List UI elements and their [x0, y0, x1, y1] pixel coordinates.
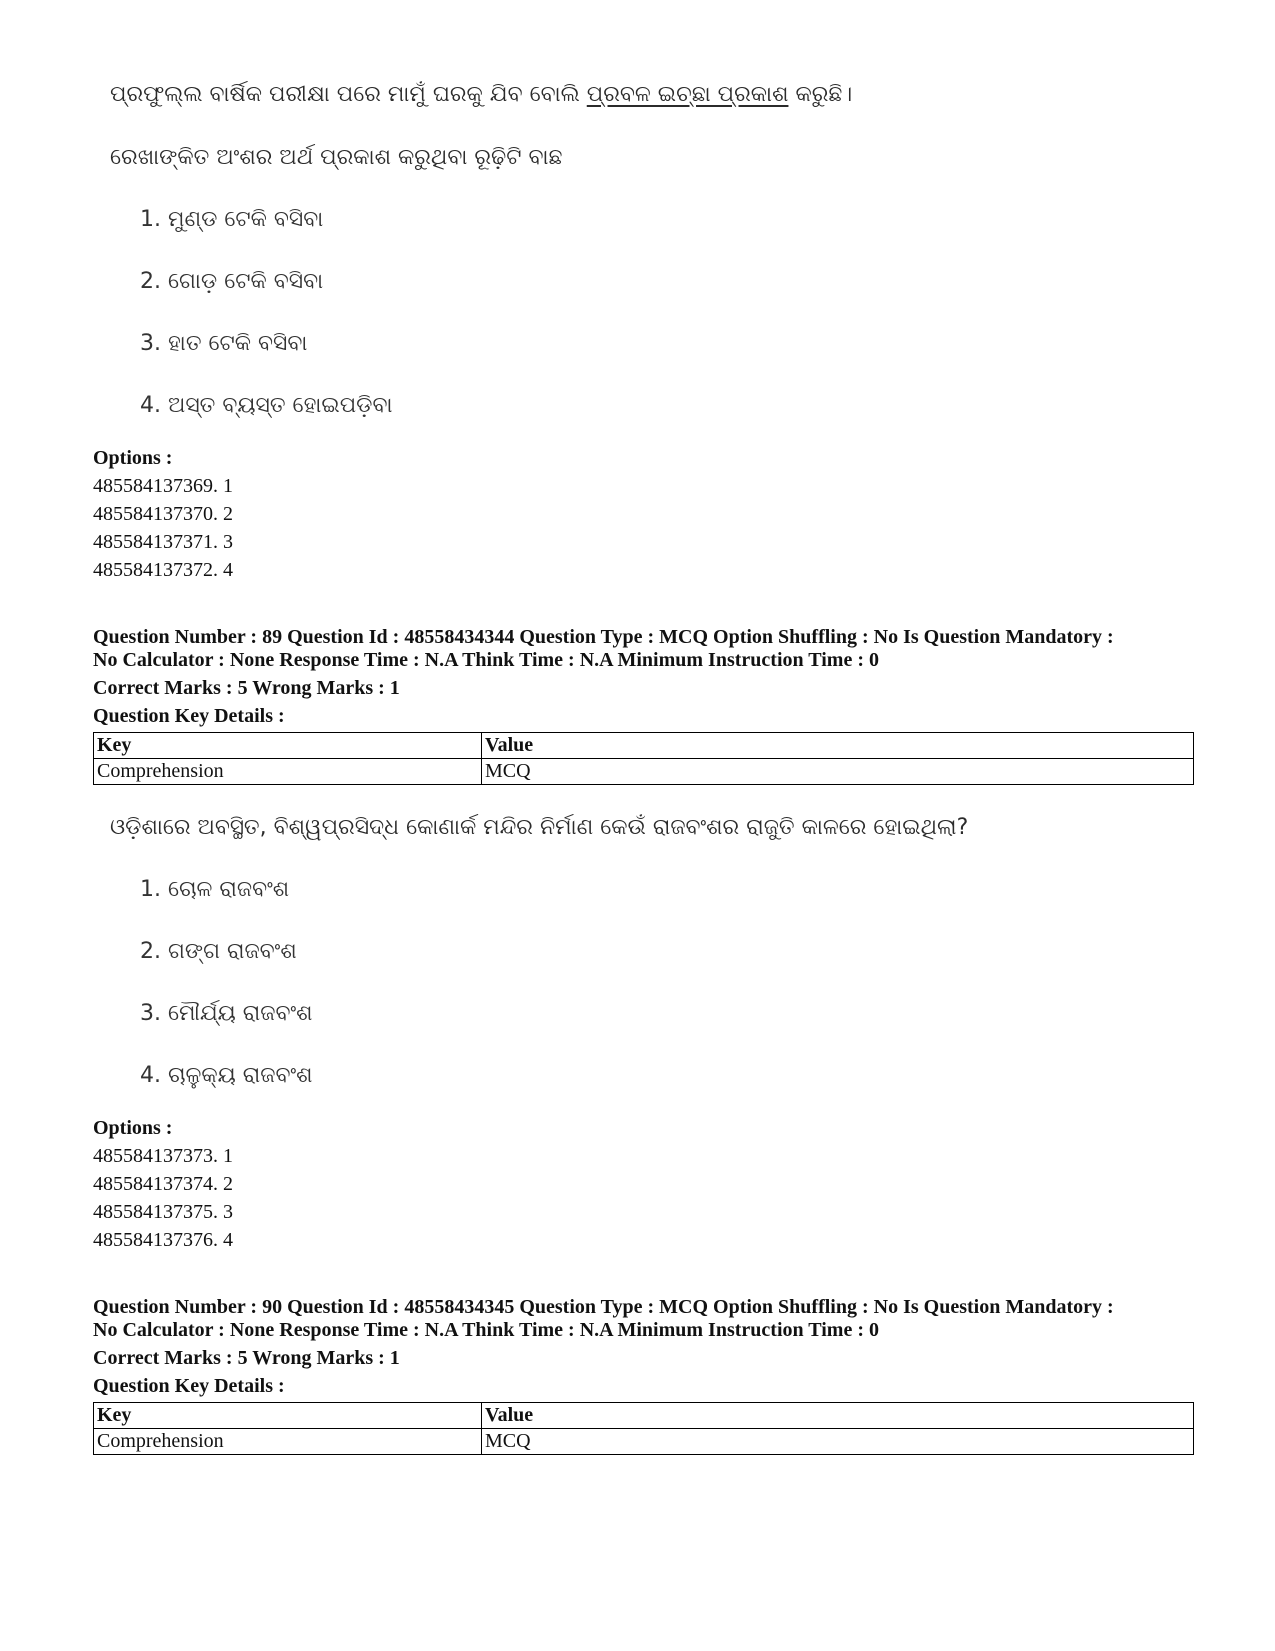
q90-table-header-key: Key — [94, 1403, 482, 1429]
q88-option-4: 485584137372. 4 — [93, 559, 233, 581]
q89-key-details-label: Question Key Details : — [93, 705, 285, 727]
q88-option-2: 485584137370. 2 — [93, 503, 233, 525]
table-row — [94, 733, 1194, 759]
q89-table-header-key: Key — [94, 733, 482, 759]
q89-option-2: 485584137374. 2 — [93, 1173, 233, 1195]
q89-meta-line1: Question Number : 89 Question Id : 48558434344 Question Type : MCQ Option Shuffling : No Is Question Mandatory : — [93, 626, 1114, 648]
q89-choice-3: 3. ମୌର୍ଯ୍ୟ ରାଜବଂଶ — [140, 1001, 313, 1026]
q90-key-details-label: Question Key Details : — [93, 1375, 285, 1397]
q88-passage — [110, 82, 852, 107]
q89-choice-1: 1. ଚୋଳ ରାଜବଂଶ — [140, 877, 290, 902]
q89-option-3: 485584137375. 3 — [93, 1201, 233, 1223]
q88-choice-3: 3. ହାତ ଟେକି ବସିବା — [140, 331, 308, 356]
table-row — [94, 1429, 1194, 1455]
q89-option-4: 485584137376. 4 — [93, 1229, 233, 1251]
q88-passage-post: କରୁଛି। — [788, 82, 853, 107]
q89-option-1: 485584137373. 1 — [93, 1145, 233, 1167]
q89-table-cell-value: MCQ — [482, 759, 1194, 785]
q90-marks: Correct Marks : 5 Wrong Marks : 1 — [93, 1347, 400, 1369]
q89-meta-line2: No Calculator : None Response Time : N.A Think Time : N.A Minimum Instruction Time : 0 — [93, 649, 879, 671]
q89-meta — [93, 626, 1213, 672]
q89-table-header-value: Value — [482, 733, 1194, 759]
table-row — [94, 1403, 1194, 1429]
q90-meta-line1: Question Number : 90 Question Id : 48558434345 Question Type : MCQ Option Shuffling : No Is Question Mandatory : — [93, 1296, 1114, 1318]
q89-choice-2: 2. ଗଙ୍ଗ ରାଜବଂଶ — [140, 939, 297, 964]
q88-option-1: 485584137369. 1 — [93, 475, 233, 497]
q90-table-cell-value: MCQ — [482, 1429, 1194, 1455]
q88-options-label: Options : — [93, 447, 173, 469]
q90-meta — [93, 1296, 1213, 1342]
q88-choice-1: 1. ମୁଣ୍ଡ ଟେକି ବସିବା — [140, 207, 324, 232]
q89-choice-4: 4. ଚାଳୁକ୍ୟ ରାଜବଂଶ — [140, 1063, 313, 1088]
q90-key-table — [93, 1402, 1194, 1455]
q88-passage-underlined: ପ୍ରବଳ ଇଚ୍ଛା ପ୍ରକାଶ — [586, 82, 789, 107]
q89-marks: Correct Marks : 5 Wrong Marks : 1 — [93, 677, 400, 699]
q88-prompt: ରେଖାଙ୍କିତ ଅଂଶର ଅର୍ଥ ପ୍ରକାଶ କରୁଥିବା ରୂଢ଼ିଟି ବାଛ — [110, 145, 563, 170]
q88-choice-2: 2. ଗୋଡ଼ ଟେକି ବସିବା — [140, 269, 324, 294]
q88-option-3: 485584137371. 3 — [93, 531, 233, 553]
q88-passage-pre: ପ୍ରଫୁଲ୍ଲ ବାର୍ଷିକ ପରୀକ୍ଷା ପରେ ମାମୁଁ ଘରକୁ ଯିବ ବୋଲି — [110, 82, 587, 107]
table-row — [94, 759, 1194, 785]
q90-table-header-value: Value — [482, 1403, 1194, 1429]
q90-table-cell-key: Comprehension — [94, 1429, 482, 1455]
q89-key-table — [93, 732, 1194, 785]
q88-choice-4: 4. ଅସ୍ତ ବ୍ୟସ୍ତ ହୋଇପଡ଼ିବା — [140, 393, 393, 418]
q89-table-cell-key: Comprehension — [94, 759, 482, 785]
q90-meta-line2: No Calculator : None Response Time : N.A Think Time : N.A Minimum Instruction Time : 0 — [93, 1319, 879, 1341]
q89-question: ଓଡ଼ିଶାରେ ଅବସ୍ଥିତ, ବିଶ୍ୱପ୍ରସିଦ୍ଧ କୋଣାର୍କ ମନ୍ଦିର ନିର୍ମାଣ କେଉଁ ରାଜବଂଶର ରାଜୁତି କାଳରେ ହୋଇଥିଲା? — [110, 815, 969, 840]
q89-options-label: Options : — [93, 1117, 173, 1139]
